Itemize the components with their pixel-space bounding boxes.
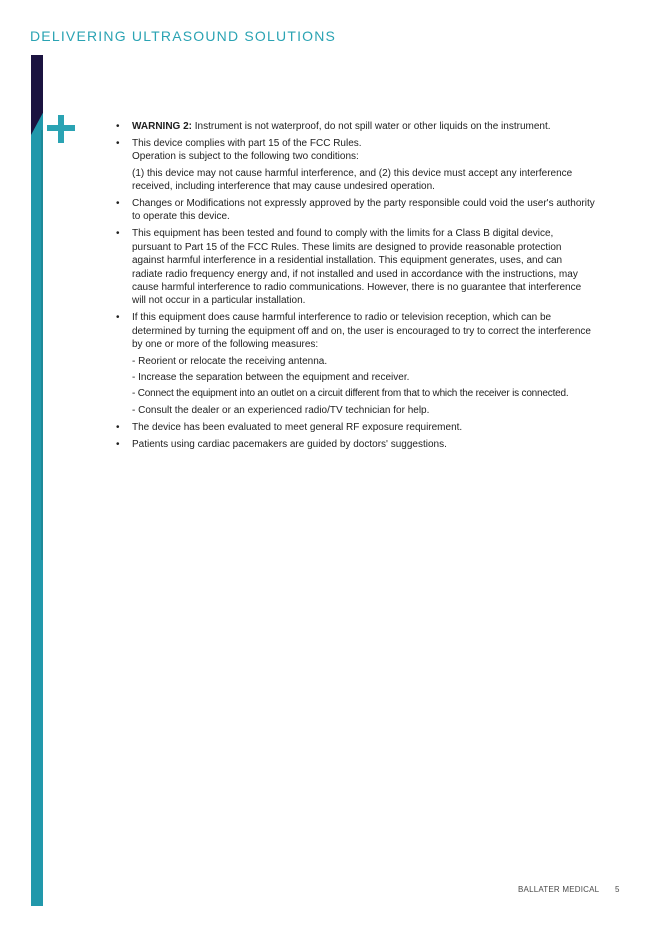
notice-list	[115, 120, 595, 451]
safety-notices	[115, 120, 595, 454]
notice-item-modifications	[115, 197, 595, 224]
notice-text: If this equipment does cause harmful interference to radio or television reception, which can be determined by turning the equipment off and on, the user is encouraged to try to correct the interference by one or more of the following measures:	[132, 312, 591, 351]
notice-item-warning	[115, 120, 595, 133]
bullet-icon: •	[116, 121, 120, 132]
plus-icon	[47, 115, 75, 143]
bullet-icon: •	[116, 312, 120, 324]
page-header-title: DELIVERING ULTRASOUND SOLUTIONS	[30, 28, 337, 44]
notice-text: This equipment has been tested and found to comply with the limits for a Class B digital device, pursuant to Part 15 of the FCC Rules. These limits are designed to provide reasonable protection against harmful interference in a residential installation. This equipment generates, uses, and can radiate radio frequency energy and, if not installed and used in accordance with the instructions, may cause harmful interference to radio communications. However, there is no guarantee that interference will not occur in a particular installation.	[132, 228, 582, 307]
bullet-icon: •	[116, 198, 120, 210]
notice-text: Changes or Modifications not expressly approved by the party responsible could void the user's authority to operate this device.	[132, 198, 595, 223]
notice-text-line2: Operation is subject to the following two conditions:	[132, 151, 359, 163]
bullet-icon: •	[116, 137, 120, 149]
notice-text: This device complies with part 15 of the FCC Rules.	[132, 137, 362, 149]
bullet-icon: •	[116, 228, 120, 240]
measure-item: - Consult the dealer or an experienced radio/TV technician for help.	[132, 404, 430, 416]
notice-item-rf-exposure	[115, 421, 595, 434]
warning-label: WARNING 2:	[132, 121, 192, 132]
notice-text: Patients using cardiac pacemakers are guided by doctors' suggestions.	[132, 438, 447, 450]
notice-item-pacemakers	[115, 438, 595, 451]
notice-text: Instrument is not waterproof, do not spill water or other liquids on the instrument.	[192, 121, 551, 132]
measure-item: - Increase the separation between the equipment and receiver.	[132, 371, 410, 383]
notice-item-fcc-compliance	[115, 137, 595, 194]
bullet-icon: •	[116, 438, 120, 450]
page-number: 5	[615, 885, 620, 894]
notice-item-interference	[115, 311, 595, 417]
side-accent-bar-shade	[41, 130, 43, 560]
notice-conditions: (1) this device may not cause harmful interference, and (2) this device must accept any interference received, including interference that may cause undesired operation.	[132, 167, 573, 193]
notice-text: The device has been evaluated to meet general RF exposure requirement.	[132, 421, 463, 433]
bullet-icon: •	[116, 421, 120, 433]
measure-item: - Connect the equipment into an outlet on a circuit different from that to which the receiver is connected.	[132, 388, 569, 400]
plus-icon-vertical	[58, 115, 64, 143]
measure-item: - Reorient or relocate the receiving antenna.	[132, 355, 328, 367]
footer-brand: BALLATER MEDICAL	[518, 885, 600, 894]
notice-item-class-b	[115, 227, 595, 307]
